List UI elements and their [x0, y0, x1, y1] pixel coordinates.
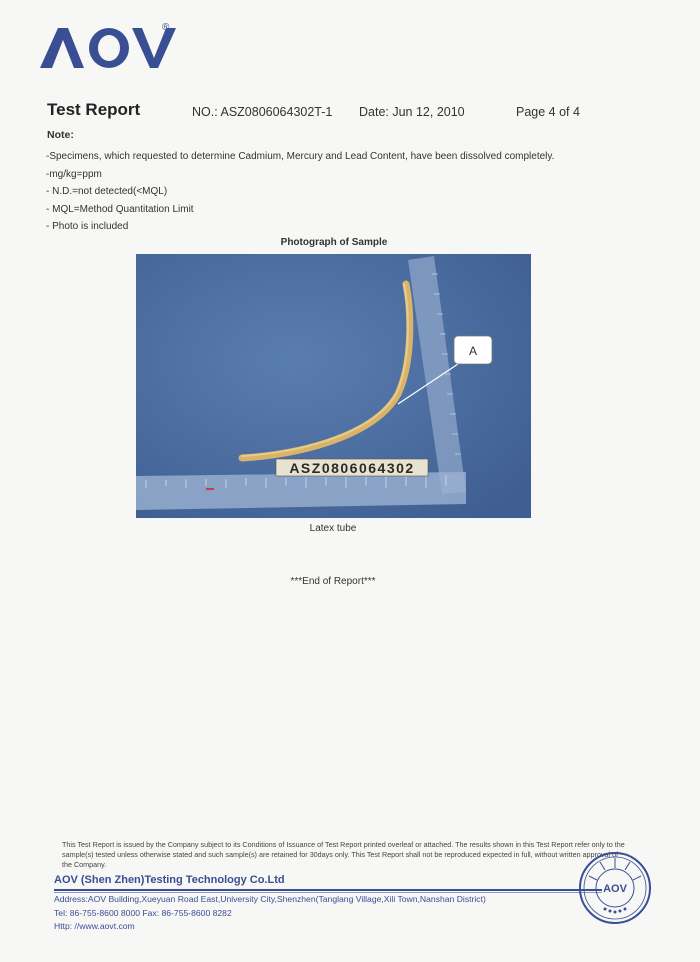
note-heading: Note:	[47, 129, 74, 141]
page-number: Page 4 of 4	[516, 105, 580, 119]
company-seal	[578, 851, 652, 925]
footer-divider	[54, 889, 602, 891]
report-number: NO.: ASZ0806064302T-1	[192, 105, 333, 119]
note-item: - Photo is included	[46, 221, 129, 233]
photo-caption: Latex tube	[309, 523, 357, 534]
report-date: Date: Jun 12, 2010	[359, 105, 465, 119]
aov-logo	[38, 26, 178, 70]
end-of-report: ***End of Report***	[290, 576, 376, 587]
note-item: - N.D.=not detected(<MQL)	[46, 186, 168, 198]
company-name: AOV (Shen Zhen)Testing Technology Co.Ltd	[54, 874, 285, 886]
photo-title: Photograph of Sample	[280, 237, 388, 248]
company-address: Address:AOV Building,Xueyuan Road East,University City,Shenzhen(Tanglang Village,Xili Town,Nanshan District)	[54, 894, 486, 904]
registered-mark: ®	[162, 22, 170, 33]
callout-label: A	[468, 344, 478, 358]
report-title: Test Report	[47, 100, 141, 119]
sample-photo	[136, 254, 531, 518]
note-item: -mg/kg=ppm	[46, 168, 102, 180]
seal-text: AOV	[603, 883, 627, 895]
note-item: - MQL=Method Quantitation Limit	[46, 203, 194, 215]
company-website: Http: //www.aovt.com	[54, 921, 135, 931]
sample-label-text: ASZ0806064302	[289, 460, 415, 476]
company-phone: Tel: 86-755-8600 8000 Fax: 86-755-8600 8282	[54, 908, 232, 918]
notes-list	[46, 148, 554, 236]
horizontal-ruler	[136, 472, 466, 510]
footer-divider-thin	[54, 892, 602, 893]
note-item: -Specimens, which requested to determine Cadmium, Mercury and Lead Content, have been dissolved completely.	[46, 151, 555, 162]
footer-disclaimer: This Test Report is issued by the Company subject to its Conditions of Issuance of Test Report printed overleaf or attached. The results shown in this Test Report refer only to the sample(s) tested unless otherwise stated and such sample(s) are retained for 30days only. This Test Report shall not be reproduced expected in full, without written approval of the Company.	[62, 840, 625, 869]
